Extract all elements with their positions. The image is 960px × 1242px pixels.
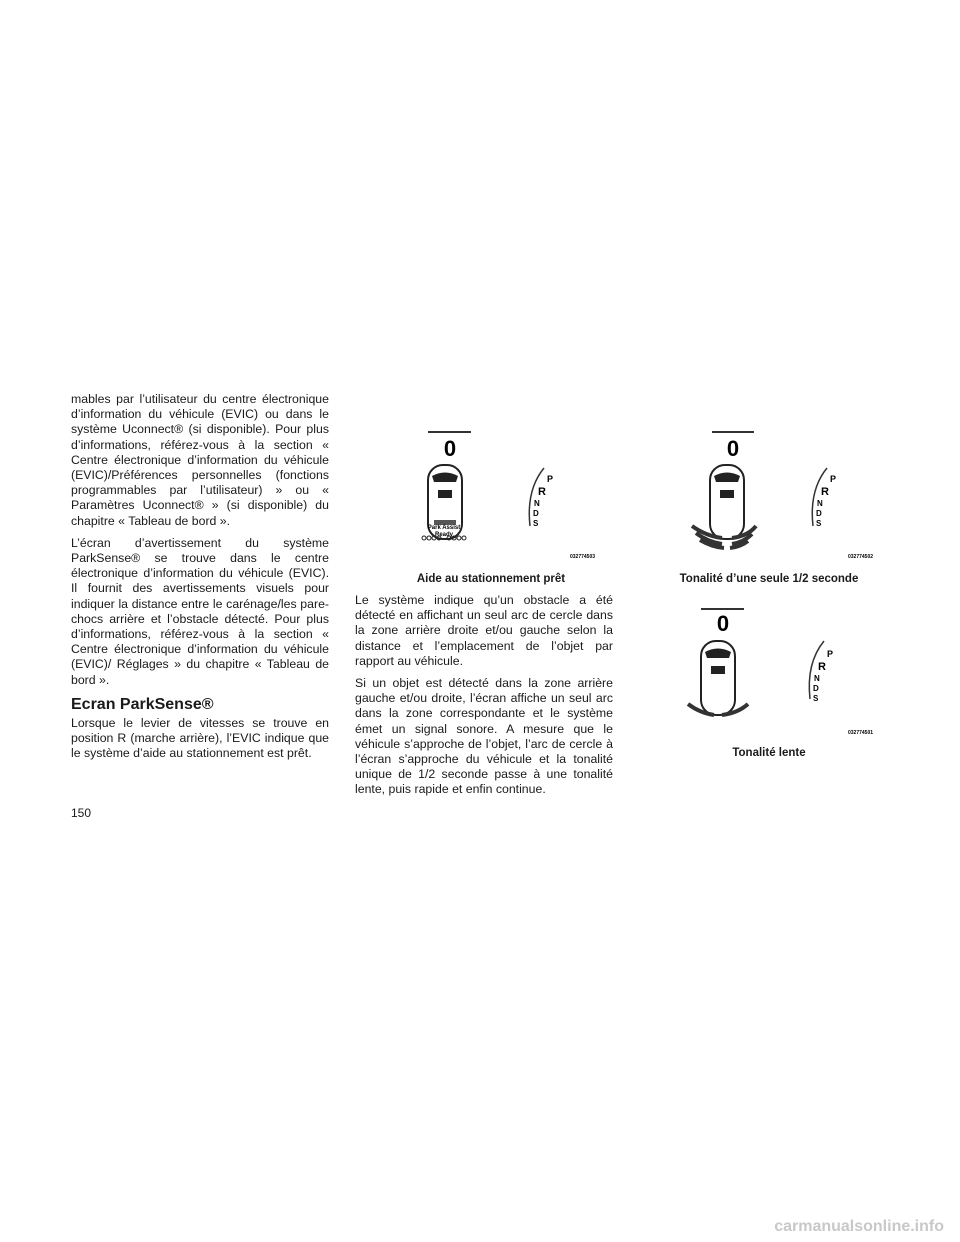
gear-indicator	[529, 468, 553, 528]
vehicle-top-view-icon	[710, 465, 744, 539]
gear-r: R	[818, 661, 826, 673]
text-column-middle	[355, 593, 613, 805]
gear-d: D	[533, 509, 539, 518]
page-number: 150	[71, 806, 92, 820]
gear-n: N	[814, 674, 820, 683]
overlay-text-line2: Ready	[434, 532, 454, 538]
watermark-text: carmanualsonline.info	[774, 1218, 944, 1235]
gear-p: P	[830, 474, 837, 484]
figure-code: 032774503	[570, 554, 596, 560]
figure-code: 032774501	[848, 730, 874, 736]
gear-r: R	[821, 486, 829, 498]
gear-p: P	[547, 474, 554, 484]
gear-indicator	[812, 468, 836, 528]
speed-readout: 0	[726, 436, 740, 461]
text-column-left	[71, 392, 329, 768]
gear-d: D	[816, 509, 822, 518]
figure-slow-tone	[644, 601, 894, 743]
gear-d: D	[813, 684, 819, 693]
paragraph: Lorsque le levier de vitesses se trouve en position R (marche arrière), l’EVIC indique que le système d’aide au stationnement est prêt.	[71, 715, 329, 761]
gear-s: S	[813, 694, 819, 703]
paragraph: Si un objet est détecté dans la zone arrière gauche et/ou droite, l’écran affiche un seul arc dans la zone correspondante et le système émet un signal sonore. A mesure que le véhicule s’approche de l’objet, l’arc de cercle à l’écran s’approche du véhicule et la tonalité unique de 1/2 seconde passe à une tonalité lente, puis rapide et enfin continue.	[355, 676, 613, 797]
paragraph: L’écran d’avertissement du système ParkSense® se trouve dans le centre électronique d’information du véhicule (EVIC). Il fournit des avertissements visuels pour indiquer la distance entre le carénage/les pare-chocs arrière et l’obstacle détecté. Pour plus d’informations, référez-vous à la section « Centre électronique d’information du véhicule (EVIC)/ Réglages » du chapitre « Tableau de bord ».	[71, 535, 329, 687]
gear-s: S	[816, 519, 822, 528]
figure-caption: Aide au stationnement prêt	[416, 573, 566, 585]
vehicle-top-view-icon	[701, 641, 735, 715]
evic-display-illustration	[366, 420, 616, 562]
gear-s: S	[533, 519, 539, 528]
gear-n: N	[817, 499, 823, 508]
paragraph: Le système indique qu’un obstacle a été détecté en affichant un seul arc de cercle dans la zone arrière droite et/ou gauche selon la distance et l’emplacement de l’objet par rapport au véhicule.	[355, 593, 613, 668]
speed-readout: 0	[443, 436, 457, 461]
figure-single-tone	[644, 420, 894, 562]
gear-r: R	[538, 486, 546, 498]
gear-n: N	[534, 499, 540, 508]
figure-caption: Tonalité lente	[732, 747, 806, 759]
overlay-text-line1: Park Assist	[427, 525, 461, 531]
gear-p: P	[827, 649, 834, 659]
speed-readout: 0	[716, 611, 730, 636]
figure-code: 032774502	[848, 554, 874, 560]
gear-indicator	[809, 641, 833, 703]
figure-caption: Tonalité d’une seule 1/2 seconde	[679, 573, 859, 585]
evic-display-illustration	[644, 420, 894, 562]
section-heading: Ecran ParkSense®	[71, 695, 214, 713]
paragraph: mables par l’utilisateur du centre électronique d’information du véhicule (EVIC) ou dans le système Uconnect® (si disponible). Pour plus d’informations, référez-vous à la section « Centre électronique d’information du véhicule (EVIC)/Préférences personnelles (fonctions programmables par l’utilisateur) » ou « Paramètres Uconnect® » (si disponible) du chapitre « Tableau de bord ».	[71, 392, 329, 528]
figure-park-assist-ready	[366, 420, 616, 562]
evic-display-illustration	[644, 601, 894, 743]
